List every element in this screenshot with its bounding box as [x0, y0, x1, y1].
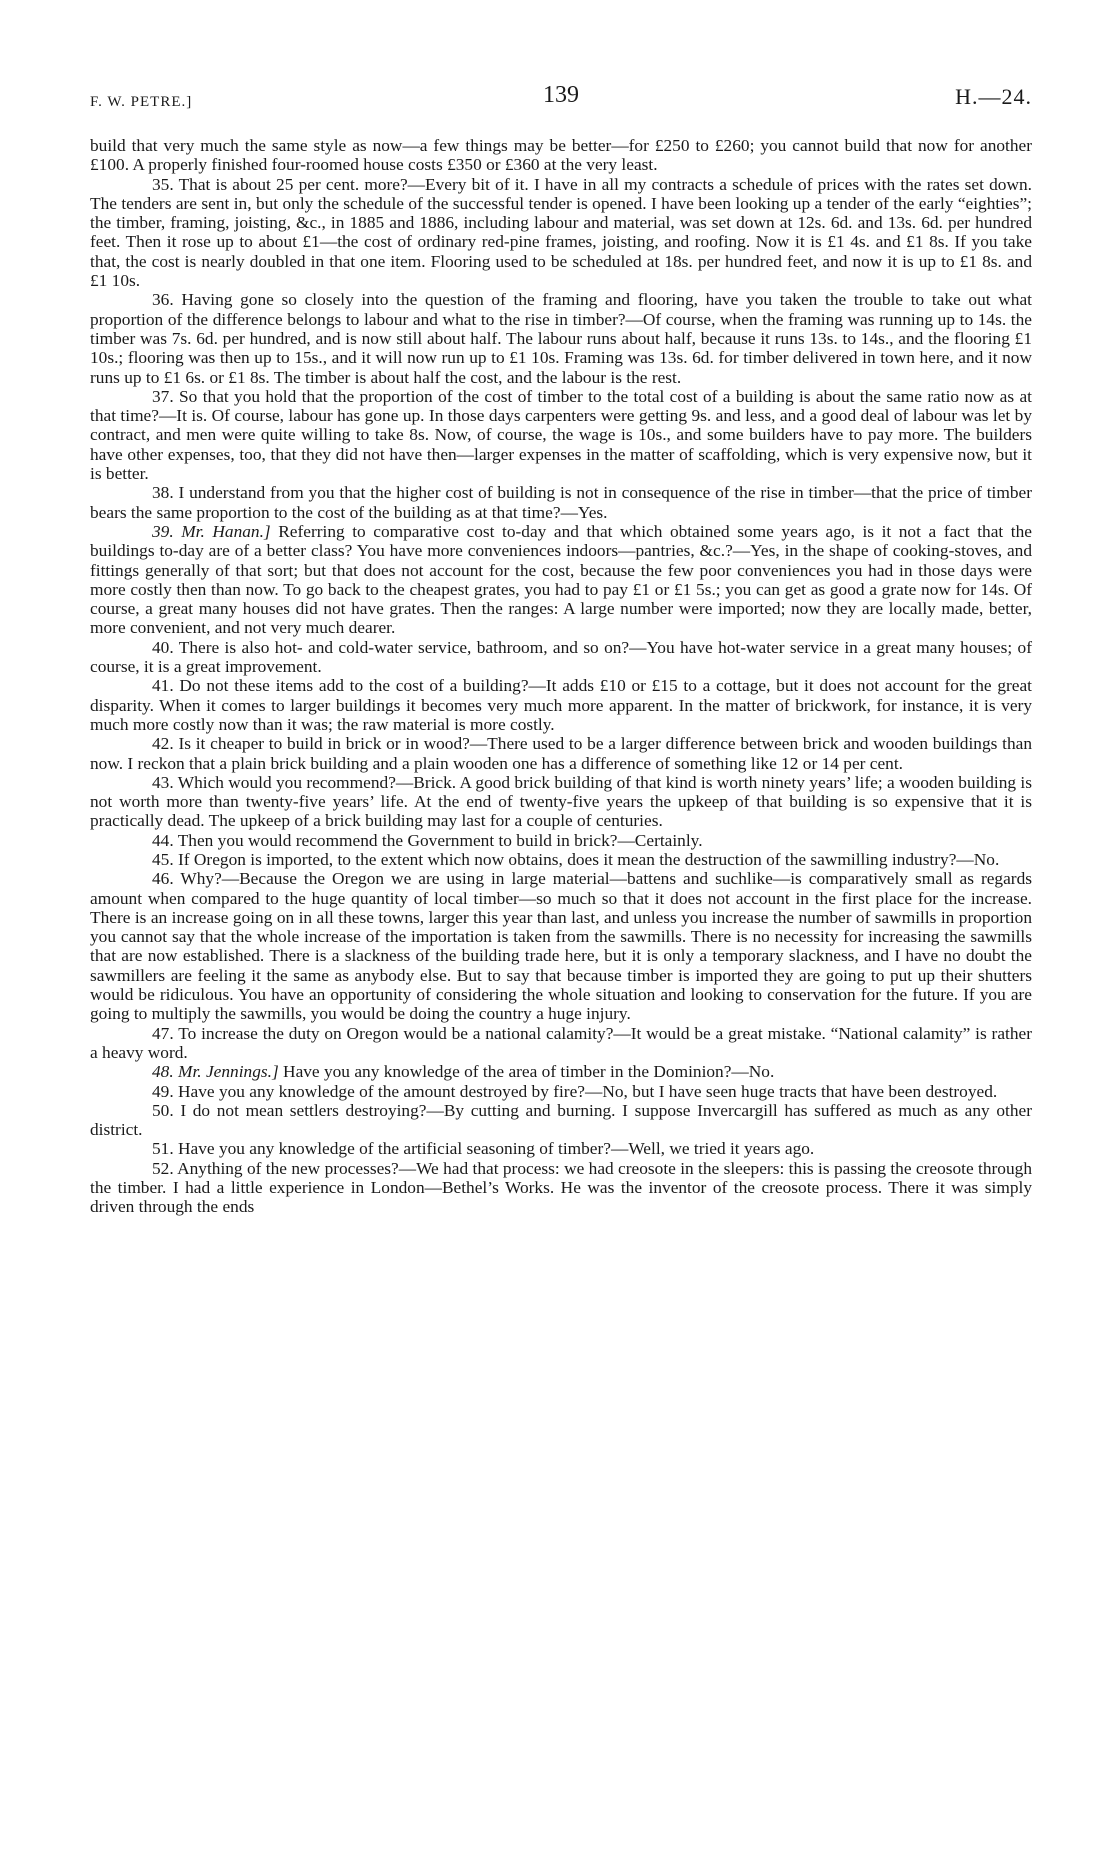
document-page [90, 82, 1032, 1217]
paragraph-43: 43. Which would you recommend?—Brick. A good brick building of that kind is worth ninety years’ life; a wooden building is not worth more than twenty-five years’ life. At the end of twenty-five years the upkeep of that building is so expensive that it is practically dead. The upkeep of a brick building may last for a couple of centuries. [90, 772, 1032, 831]
paragraph-46: 46. Why?—Because the Oregon we are using in large material—battens and suchlike—is comparatively small as regards amount when compared to the huge quantity of local timber—so much so that it does not account in the first place for the increase. There is an increase going on in all these towns, larger this year than last, and unless you increase the number of sawmills in proportion you cannot say that the whole increase of the importation is taken from the sawmills. There is no necessity for increasing the sawmills that are now established. There is a slackness of the building trade here, but it is only a temporary slackness, and I have no doubt the sawmillers are feeling it the same as anybody else. But to say that because timber is imported they are going to put up their shutters would be ridiculous. You have an opportunity of considering the whole situation and looking to conservation for the future. If you are going to multiply the sawmills, you would be doing the country a huge injury. [90, 869, 1032, 1024]
paragraph-continuation: build that very much the same style as now—a few things may be better—for £250 to £260; you cannot build that now for another £100. A properly finished four-roomed house costs £350 or £360 at the very least. [90, 136, 1032, 175]
page-header [90, 82, 1032, 118]
paragraph-44: 44. Then you would recommend the Government to build in brick?—Certainly. [152, 830, 703, 850]
speaker-label: 48. Mr. Jennings.] [152, 1062, 279, 1082]
page-number: 139 [543, 82, 579, 108]
paragraph-49: 49. Have you any knowledge of the amount destroyed by fire?—No, but I have seen huge tracts that have been destroyed. [152, 1081, 998, 1101]
paragraph-38: 38. I understand from you that the higher cost of building is not in consequence of the rise in timber—that the price of timber bears the same proportion to the cost of the building as at that time?—Yes. [90, 483, 1032, 522]
speaker-label: 39. Mr. Hanan.] [152, 521, 271, 541]
paragraph-50: 50. I do not mean settlers destroying?—By cutting and burning. I suppose Invercargill has suffered as much as any other district. [90, 1100, 1032, 1140]
document-body [90, 136, 1032, 1217]
document-reference: H.—24. [955, 84, 1032, 109]
paragraph-40: 40. There is also hot- and cold-water service, bathroom, and so on?—You have hot-water service in a great many houses; of course, it is a great improvement. [90, 637, 1032, 677]
witness-name: F. W. PETRE.] [90, 94, 193, 110]
paragraph-47: 47. To increase the duty on Oregon would be a national calamity?—It would be a great mistake. “National calamity” is rather a heavy word. [90, 1023, 1032, 1062]
paragraph-36: 36. Having gone so closely into the question of the framing and flooring, have you taken the trouble to take out what proportion of the difference belongs to labour and what to the rise in timber?—Of course, when the framing was running up to 14s. the timber was 7s. 6d. per hundred, and is now still about half. The labour runs about half, because it runs 13s. to 14s., and the flooring £1 10s.; flooring was then up to 15s., and it will now run up to £1 10s. Framing was 13s. 6d. for timber delivered in town here, and it now runs up to £1 6s. or £1 8s. The timber is about half the cost, and the labour is the rest. [90, 290, 1032, 387]
paragraph-45: 45. If Oregon is imported, to the extent which now obtains, does it mean the destruction of the sawmilling industry?—No. [152, 849, 1000, 869]
paragraph-52: 52. Anything of the new processes?—We had that process: we had creosote in the sleepers: this is passing the creosote through the timber. I had a little experience in London—Bethel’s Works. He was the inventor of the creosote process. There it was simply driven through the ends [90, 1158, 1032, 1217]
paragraph-42: 42. Is it cheaper to build in brick or in wood?—There used to be a larger difference between brick and wooden buildings than now. I reckon that a plain brick building and a plain wooden one has a difference of something like 12 or 14 per cent. [90, 734, 1032, 773]
paragraph-39: 39. Mr. Hanan.] Referring to comparative cost to-day and that which obtained some years ago, is it not a fact that the buildings to-day are of a better class? You have more conveniences indoors—pantries, &c.?—Yes, in the shape of cooking-stoves, and fittings generally of that sort; but that does not account for the cost, because the few poor conveniences you had in those days were more costly then than now. To go back to the cheapest grates, you had to pay £1 or £1 5s.; you can get as good a grate now for 14s. Of course, a great many houses did not have grates. Then the ranges: A large number were imported; now they are locally made, better, more convenient, and not very much dearer. [90, 521, 1032, 638]
paragraph-35: 35. That is about 25 per cent. more?—Every bit of it. I have in all my contracts a schedule of prices with the rates set down. The tenders are sent in, but only the schedule of the successful tender is opened. I have been looking up a tender of the early “eighties”; the timber, framing, joisting, &c., in 1885 and 1886, including labour and material, was set down at 12s. 6d. and 13s. 6d. per hundred feet. Then it rose up to about £1—the cost of ordinary red-pine frames, joisting, and roofing. Now it is £1 4s. and £1 8s. If you take that, the cost is nearly doubled in that one item. Flooring used to be scheduled at 18s. per hundred feet, and now it is up to £1 8s. and £1 10s. [90, 174, 1032, 291]
paragraph-51: 51. Have you any knowledge of the artificial seasoning of timber?—Well, we tried it years ago. [152, 1139, 815, 1159]
paragraph-41: 41. Do not these items add to the cost of a building?—It adds £10 or £15 to a cottage, but it does not account for the great disparity. When it comes to larger buildings it becomes very much more apparent. In the matter of brickwork, for instance, it is very much more costly now than it was; the raw material is more costly. [90, 676, 1032, 734]
paragraph-37: 37. So that you hold that the proportion of the cost of timber to the total cost of a building is about the same ratio now as at that time?—It is. Of course, labour has gone up. In those days carpenters were getting 9s. and less, and a good deal of labour was let by contract, and men were quite willing to take 8s. Now, of course, the wage is 10s., and some builders have to pay more. The builders have other expenses, too, that they did not have then—larger expenses in the matter of scaffolding, which is very expensive now, but it is better. [90, 386, 1032, 484]
paragraph-48: 48. Mr. Jennings.] Have you any knowledge of the area of timber in the Dominion?—No. [152, 1062, 775, 1082]
